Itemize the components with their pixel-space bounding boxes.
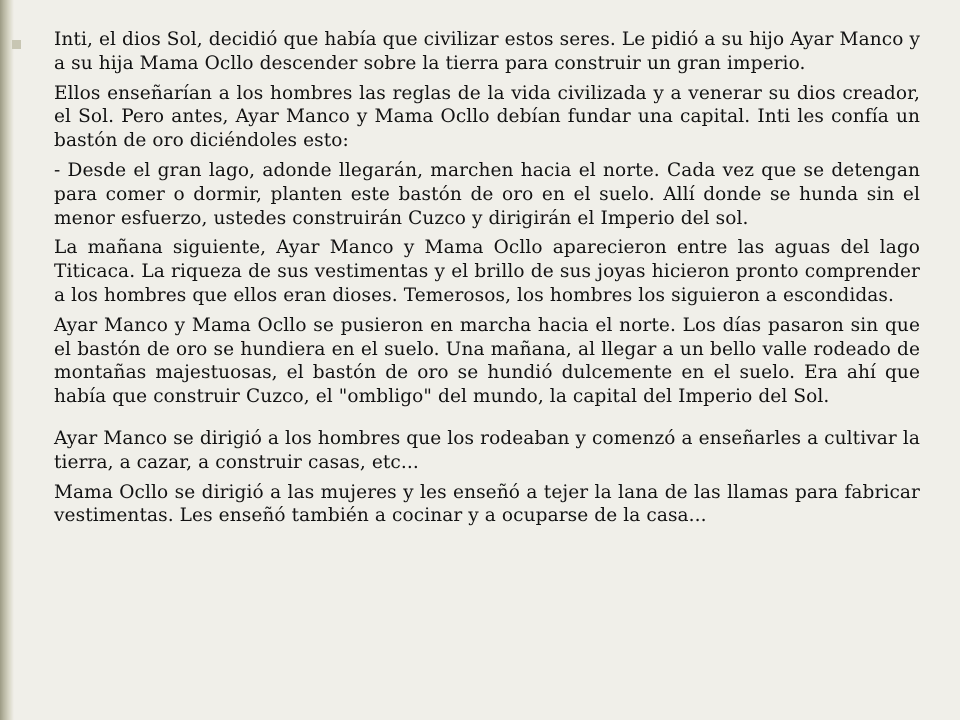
paragraph-6: Ayar Manco se dirigió a los hombres que los rodeaban y comenzó a enseñarles a cultivar la tierra, a cazar, a construir casas, etc... — [54, 427, 920, 473]
paragraph-7: Mama Ocllo se dirigió a las mujeres y les enseñó a tejer la lana de las llamas para fabricar vestimentas. Les enseñó también a cocinar y a ocuparse de la casa... — [54, 481, 920, 527]
paragraph-2: Ellos enseñarían a los hombres las reglas de la vida civilizada y a venerar su dios creador, el Sol. Pero antes, Ayar Manco y Mama Ocllo debían fundar una capital. Inti les confía un bastón de oro diciéndoles esto: — [54, 82, 920, 152]
paragraph-4: La mañana siguiente, Ayar Manco y Mama Ocllo aparecieron entre las aguas del lago Titicaca. La riqueza de sus vestimentas y el brillo de sus joyas hicieron pronto comprender a los hombres que ellos eran dioses. Temerosos, los hombres los siguieron a escondidas. — [54, 237, 920, 306]
paragraph-3: - Desde el gran lago, adonde llegarán, marchen hacia el norte. Cada vez que se detengan para comer o dormir, planten este bastón de oro en el suelo. Allí donde se hunda sin el menor esfuerzo, ustedes construirán Cuzco y dirigirán el Imperio del sol. — [54, 159, 920, 229]
paragraph-1: Inti, el dios Sol, decidió que había que civilizar estos seres. Le pidió a su hijo Ayar Manco y a su hija Mama Ocllo descender sobre la tierra para construir un gran imperio. — [54, 29, 920, 74]
square-bullet-icon — [12, 40, 21, 49]
paragraph-5: Ayar Manco y Mama Ocllo se pusieron en marcha hacia el norte. Los días pasaron sin que el bastón de oro se hundiera en el suelo. Una mañana, al llegar a un bello valle rodeado de montañas majestuosas, el bastón de oro se hundió dulcemente en el suelo. Era ahí que había que construir Cuzco, el "ombligo" del mundo, la capital del Imperio del Sol. — [54, 314, 920, 408]
story-text — [54, 28, 920, 534]
left-border-rule — [0, 0, 14, 720]
